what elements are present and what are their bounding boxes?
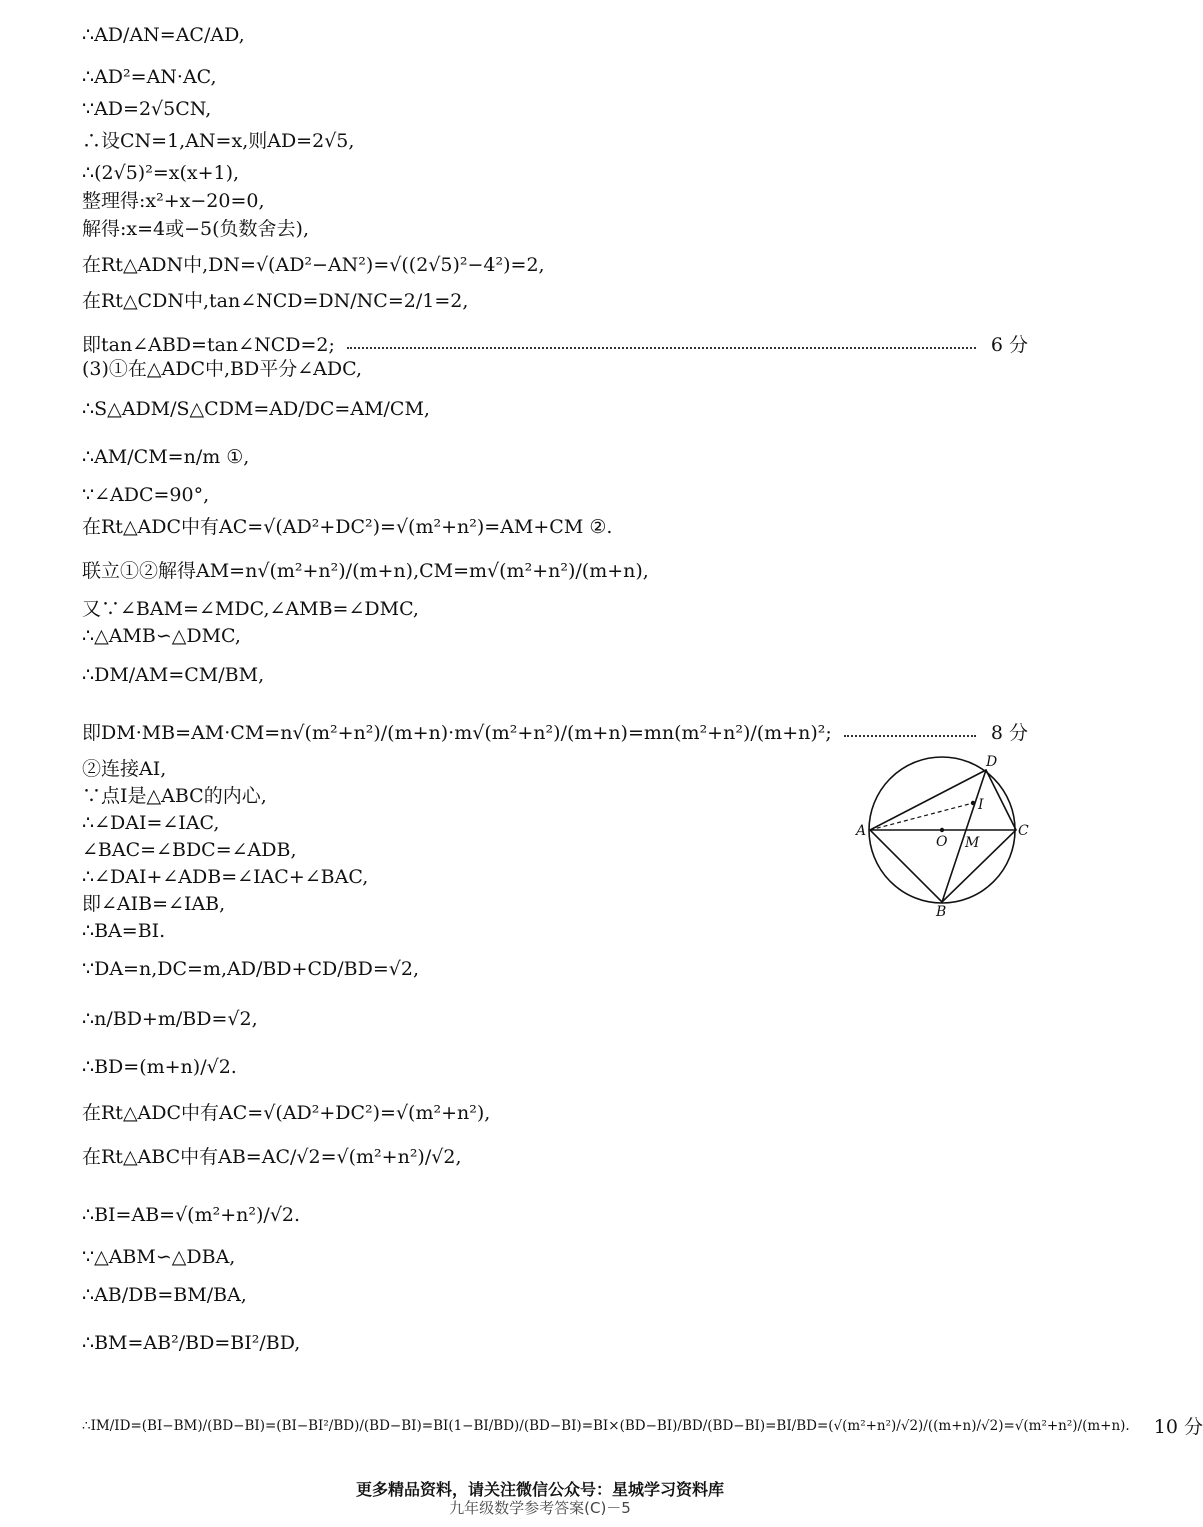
solution-line: ∵DA=n,DC=m,AD/BD+CD/BD=√2,: [82, 958, 419, 980]
solution-line: ∴AD/AN=AC/AD,: [82, 24, 245, 46]
score-label: 10 分: [1153, 1416, 1203, 1438]
solution-line: ∴BA=BI.: [82, 920, 166, 942]
score-label: 8 分: [990, 722, 1028, 744]
solution-line: 即DM·MB=AM·CM=n√(m²+n²)/(m+n)·m√(m²+n²)/(m+n)=mn(m²+n²)/(m+n)²;: [82, 722, 832, 744]
solution-line: ∴DM/AM=CM/BM,: [82, 664, 265, 686]
solution-line: ∴设CN=1,AN=x,则AD=2√5,: [82, 130, 355, 152]
solution-line: 解得:x=4或−5(负数舍去),: [82, 218, 309, 240]
solution-line: 又∵∠BAM=∠MDC,∠AMB=∠DMC,: [82, 598, 419, 620]
solution-line: ②连接AI,: [82, 758, 167, 780]
solution-line: ∵点I是△ABC的内心,: [82, 785, 267, 807]
solution-line: 在Rt△ABC中有AB=AC/√2=√(m²+n²)/√2,: [82, 1146, 462, 1168]
solution-line: 联立①②解得AM=n√(m²+n²)/(m+n),CM=m√(m²+n²)/(m+n),: [82, 560, 649, 582]
solution-line: 在Rt△ADN中,DN=√(AD²−AN²)=√((2√5)²−4²)=2,: [82, 254, 545, 276]
solution-line: ∵AD=2√5CN,: [82, 98, 212, 120]
solution-line: ∴AM/CM=n/m ①,: [82, 446, 250, 468]
solution-line: ∴∠DAI=∠IAC,: [82, 812, 220, 834]
solution-line: ∴IM/ID=(BI−BM)/(BD−BI)=(BI−BI²/BD)/(BD−BI)=BI(1−BI/BD)/(BD−BI)=BI×(BD−BI)/BD/(BD−BI)=BI/BD=(√(m²+n²)/√2)/((m+n)/√2)=√(m²+n²)/(m+n).: [82, 1417, 1130, 1434]
solution-line: ∴(2√5)²=x(x+1),: [82, 162, 240, 184]
solution-line: ∴n/BD+m/BD=√2,: [82, 1008, 258, 1030]
solution-line: 在Rt△CDN中,tan∠NCD=DN/NC=2/1=2,: [82, 290, 469, 312]
segment-ai: [870, 803, 973, 830]
solution-line: ∴∠DAI+∠ADB=∠IAC+∠BAC,: [82, 866, 369, 888]
score-row: [82, 718, 1028, 745]
point-o: [940, 828, 944, 832]
solution-line: 在Rt△ADC中有AC=√(AD²+DC²)=√(m²+n²)=AM+CM ②.: [82, 516, 613, 538]
label-i: I: [978, 797, 984, 813]
solution-line: ∴AB/DB=BM/BA,: [82, 1284, 247, 1306]
solution-line: (3)①在△ADC中,BD平分∠ADC,: [82, 358, 363, 380]
label-c: C: [1018, 823, 1029, 839]
dotted-leader: [347, 347, 976, 349]
solution-line: ∴BM=AB²/BD=BI²/BD,: [82, 1332, 301, 1354]
solution-line: 即tan∠ABD=tan∠NCD=2;: [82, 334, 335, 356]
label-b: B: [936, 904, 947, 920]
solution-line: 即∠AIB=∠IAB,: [82, 893, 226, 915]
geometry-figure: [850, 752, 1030, 922]
point-i: [971, 801, 975, 805]
solution-line: ∴AD²=AN·AC,: [82, 66, 217, 88]
solution-line: ∵∠ADC=90°,: [82, 484, 210, 506]
solution-line: ∠BAC=∠BDC=∠ADB,: [82, 839, 297, 861]
solution-line: ∴BI=AB=√(m²+n²)/√2.: [82, 1204, 301, 1226]
solution-line: ∴S△ADM/S△CDM=AD/DC=AM/CM,: [82, 398, 430, 420]
solution-line: ∴△AMB∽△DMC,: [82, 625, 241, 647]
label-o: O: [936, 834, 948, 850]
score-row: [82, 330, 1028, 357]
label-a: A: [856, 823, 867, 839]
solution-line: ∵△ABM∽△DBA,: [82, 1246, 236, 1268]
score-label: 6 分: [990, 334, 1028, 356]
dotted-leader: [844, 735, 976, 737]
solution-line: 整理得:x²+x−20=0,: [82, 190, 265, 212]
page-footer: 九年级数学参考答案(C)－5: [449, 1499, 631, 1517]
label-m: M: [965, 835, 980, 851]
promo-footer: 更多精品资料，请关注微信公众号：星城学习资料库: [355, 1480, 724, 1499]
solution-line: 在Rt△ADC中有AC=√(AD²+DC²)=√(m²+n²),: [82, 1102, 491, 1124]
label-d: D: [986, 754, 998, 770]
solution-line: ∴BD=(m+n)/√2.: [82, 1056, 237, 1078]
score-row: [82, 1412, 1203, 1439]
